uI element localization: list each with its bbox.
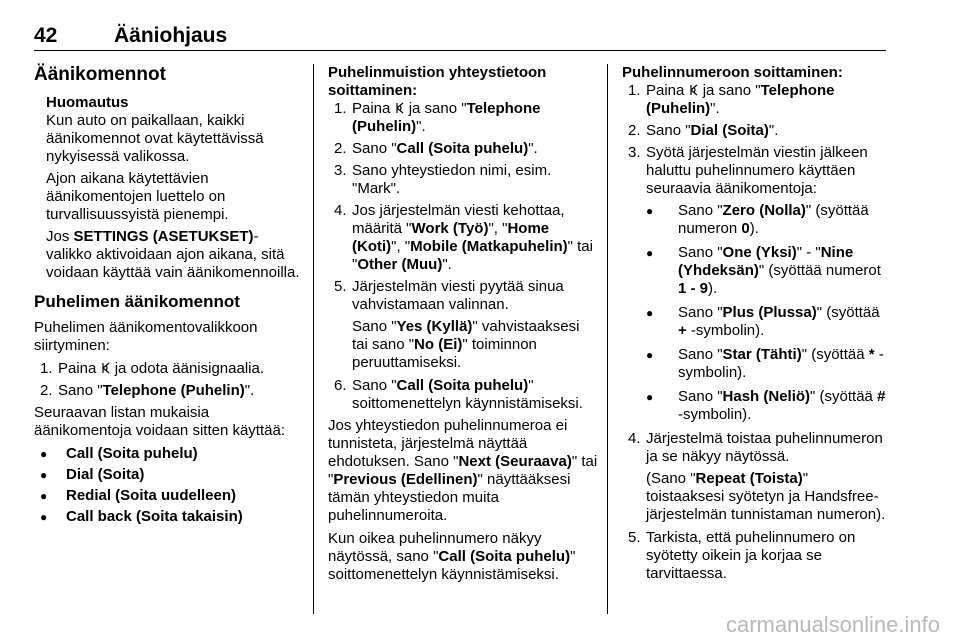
- command-list-item: ● Sano "Zero (Nolla)" (syöttää numeron 0).: [622, 202, 888, 238]
- command-list-item: ● Dial (Soita): [34, 466, 302, 484]
- step-item: 6. Sano "Call (Soita puhelu)" soittomenettelyn käynnistämiseksi.: [334, 377, 583, 412]
- voice-button-icon: [101, 362, 111, 374]
- column-3: [622, 64, 888, 587]
- step-item: 1. Paina ja odota äänisignaalia.: [40, 360, 264, 377]
- note-paragraph: Kun auto on paikallaan, kaikki äänikomennot ovat käytettävissä nykyisessä valikossa.: [46, 112, 264, 165]
- command-list-item: ● Call back (Soita takaisin): [34, 508, 302, 526]
- step-item: 5. Järjestelmän viesti pyytää sinua vahvistamaan valinnan.: [334, 278, 564, 313]
- list-intro: Seuraavan listan mukaisia äänikomentoja voidaan sitten käyttää:: [34, 404, 285, 439]
- section-heading-phone-commands: Puhelimen äänikomennot: [34, 292, 240, 311]
- note-label: Huomautus: [46, 94, 129, 111]
- step-item: 3. Sano yhteystiedon nimi, esim. "Mark".: [334, 162, 552, 197]
- note-paragraph: Ajon aikana käytettävien äänikomentojen luettelo on turvallisuussyistä pienempi.: [46, 170, 229, 223]
- column-2: [328, 64, 598, 589]
- page-number: 42: [34, 24, 58, 47]
- note-paragraph: Jos SETTINGS (ASETUKSET)-valikko aktivoidaan ajon aikana, sitä voidaan käyttää vain äänikomennoilla.: [46, 228, 300, 281]
- column-1: [34, 64, 302, 529]
- command-list-item: ● Call (Soita puhelu): [34, 445, 302, 463]
- body-paragraph: Jos yhteystiedon puhelinnumeroa ei tunnisteta, järjestelmä näyttää ehdotuksen. Sano "Next (Seuraava)" tai "Previous (Edellinen)" näyttääksesi tämän yhteystiedon muita puhelinnumeroita.: [328, 417, 598, 524]
- section-heading-dial-number: Puhelinnumeroon soittaminen:: [622, 64, 843, 81]
- command-list-item: ● Sano "One (Yksi)" - "Nine (Yhdeksän)" (syöttää numerot 1 - 9).: [622, 244, 888, 298]
- step-subparagraph: Sano "Yes (Kyllä)" vahvistaaksesi tai sano "No (Ei)" toiminnon peruuttamiseksi.: [352, 318, 580, 371]
- command-list-item: ● Sano "Plus (Plussa)" (syöttää + -symbolin).: [622, 304, 888, 340]
- command-list-item: ● Sano "Hash (Neliö)" (syöttää # -symbolin).: [622, 388, 888, 424]
- step-subparagraph: (Sano "Repeat (Toista)" toistaaksesi syötetyn ja Handsfree-järjestelmän tunnistaman numeron).: [646, 470, 886, 523]
- section-heading-voice-commands: Äänikomennot: [34, 64, 166, 85]
- step-item: 3. Syötä järjestelmän viestin jälkeen haluttu puhelinnumero käyttäen seuraavia äänikomentoja:: [628, 144, 868, 197]
- column-divider-1: [313, 64, 314, 614]
- step-item: 2. Sano "Call (Soita puhelu)".: [334, 140, 538, 157]
- step-item: 4. Jos järjestelmän viesti kehottaa, määritä "Work (Työ)", "Home (Koti)", "Mobile (Matkapuhelin)" tai "Other (Muu)".: [334, 202, 593, 273]
- header-rule: [34, 50, 886, 51]
- column-divider-2: [607, 64, 608, 614]
- page-header: [34, 24, 886, 52]
- step-item: 4. Järjestelmä toistaa puhelinnumeron ja se näkyy näytössä.: [628, 430, 883, 465]
- section-heading-call-contact: Puhelinmuistion yhteystietoon soittaminen:: [328, 64, 547, 99]
- page-title: Ääniohjaus: [114, 24, 228, 47]
- step-item: 2. Sano "Telephone (Puhelin)".: [40, 382, 255, 399]
- step-item: 1. Paina ja sano "Telephone (Puhelin)".: [334, 100, 541, 135]
- intro-paragraph: Puhelimen äänikomentovalikkoon siirtyminen:: [34, 319, 258, 354]
- command-list-item: ● Sano "Star (Tähti)" (syöttää * -symbolin).: [622, 346, 888, 382]
- step-item: 2. Sano "Dial (Soita)".: [628, 122, 779, 139]
- step-item: 1. Paina ja sano "Telephone (Puhelin)".: [628, 82, 835, 117]
- note-block: [46, 94, 302, 282]
- voice-button-icon: [395, 102, 405, 114]
- command-list-item: ● Redial (Soita uudelleen): [34, 487, 302, 505]
- body-paragraph: Kun oikea puhelinnumero näkyy näytössä, sano "Call (Soita puhelu)" soittomenettelyn käynnistämiseksi.: [328, 530, 576, 583]
- watermark: carmanualsonline.info: [725, 612, 940, 637]
- step-item: 5. Tarkista, että puhelinnumero on syötetty oikein ja korjaa se tarvittaessa.: [628, 529, 856, 582]
- voice-button-icon: [689, 84, 699, 96]
